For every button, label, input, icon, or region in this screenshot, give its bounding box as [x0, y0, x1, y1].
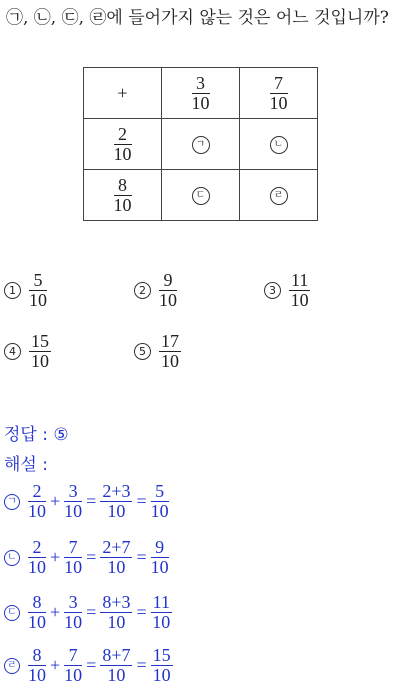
table-cell-d: ㄹ	[240, 170, 318, 221]
option-3[interactable]: 3 $\frac{11}{10}$	[264, 271, 310, 310]
option-1-marker: 1	[4, 282, 21, 299]
option-4[interactable]: 4 $\frac{15}{10}$	[4, 332, 51, 371]
table-cell-c: ㄷ	[162, 170, 240, 221]
solution-row-a: ㄱ $\frac{2}{10}$ + $\frac{3}{10}$ = $\frac{2+3}{10}$ = $\frac{5}{10}$	[4, 482, 169, 521]
option-5-marker: 5	[134, 343, 151, 360]
explanation-label: 해설 :	[4, 455, 48, 475]
solution-row-b: ㄴ $\frac{2}{10}$ + $\frac{7}{10}$ = $\frac{2+7}{10}$ = $\frac{9}{10}$	[4, 538, 169, 577]
addition-table	[83, 67, 318, 221]
table-cell-a: ㄱ	[162, 119, 240, 170]
option-5[interactable]: 5 $\frac{17}{10}$	[134, 332, 181, 371]
table-header-col2: $\frac{7}{10}$	[240, 68, 318, 119]
option-1[interactable]: 1 $\frac{5}{10}$	[4, 271, 47, 310]
table-corner-plus: +	[84, 68, 162, 119]
option-2-marker: 2	[134, 282, 151, 299]
question-text: ㉠, ㉡, ㉢, ㉣에 들어가지 않는 것은 어느 것입니까?	[6, 8, 389, 28]
option-4-marker: 4	[4, 343, 21, 360]
solution-row-d: ㄹ $\frac{8}{10}$ + $\frac{7}{10}$ = $\frac{8+7}{10}$ = $\frac{15}{10}$	[4, 646, 173, 685]
table-header-row2: $\frac{8}{10}$	[84, 170, 162, 221]
option-3-marker: 3	[264, 282, 281, 299]
table-cell-b: ㄴ	[240, 119, 318, 170]
answer-label: 정답 : ⑤	[4, 425, 69, 445]
table-header-col1: $\frac{3}{10}$	[162, 68, 240, 119]
option-2[interactable]: 2 $\frac{9}{10}$	[134, 271, 177, 310]
solution-row-c: ㄷ $\frac{8}{10}$ + $\frac{3}{10}$ = $\frac{8+3}{10}$ = $\frac{11}{10}$	[4, 593, 172, 632]
table-header-row1: $\frac{2}{10}$	[84, 119, 162, 170]
